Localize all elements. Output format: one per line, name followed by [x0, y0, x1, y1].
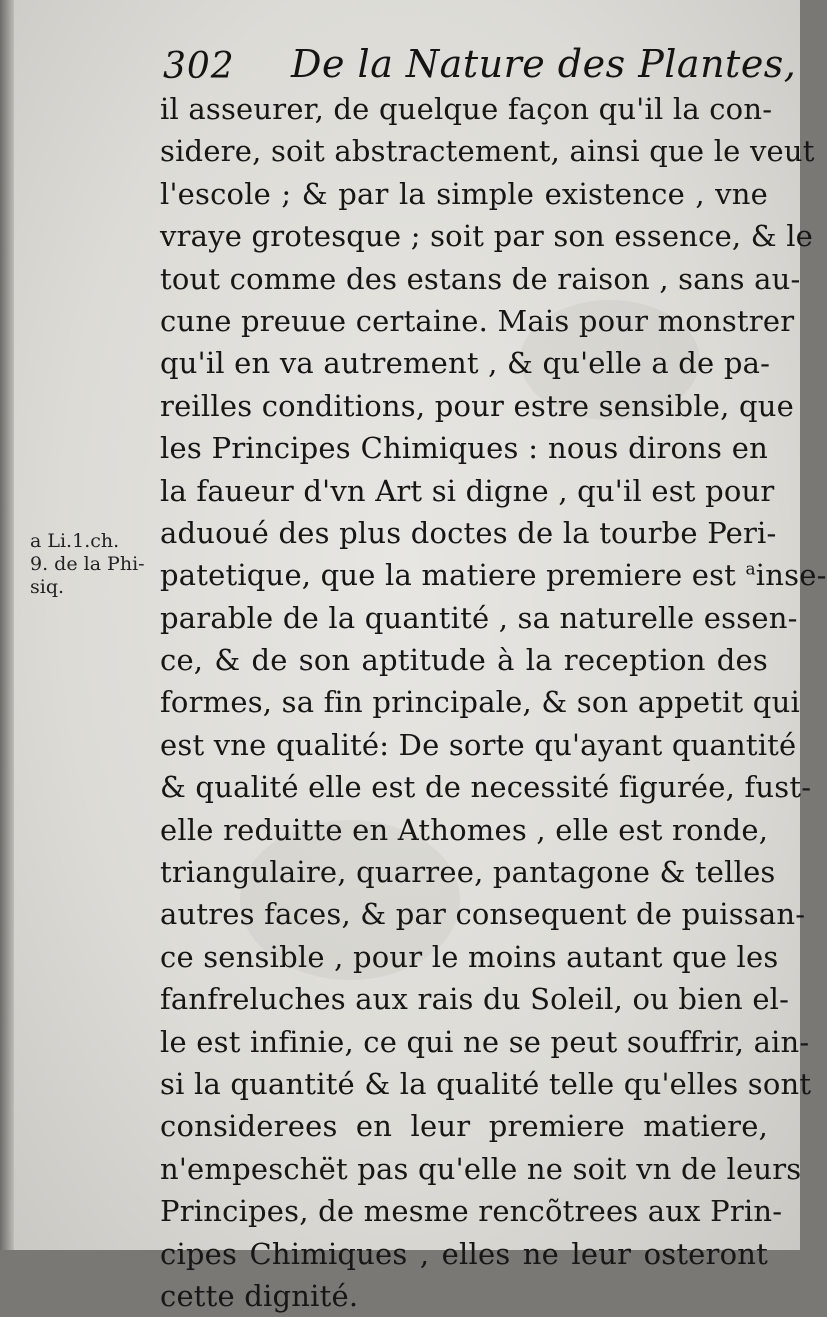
text-line: parable de la quantité , sa naturelle essen-	[160, 600, 798, 635]
text-line: & qualité elle est de necessité figurée, fust-	[160, 770, 812, 805]
text-line: cune preuue certaine. Mais pour monstrer	[160, 303, 795, 338]
text-line: est vne qualité: De sorte qu'ayant quantité	[160, 727, 797, 762]
page-number: 302	[163, 46, 235, 87]
text-line: n'empeschët pas qu'elle ne soit vn de leurs	[160, 1151, 802, 1186]
text-line: reilles conditions, pour estre sensible, que	[160, 388, 794, 423]
text-line: l'escole ; & par la simple existence , vne	[160, 176, 768, 211]
text-line: tout comme des estans de raison , sans au-	[160, 261, 801, 296]
text-line: si la quantité & la qualité telle qu'elles sont	[160, 1066, 812, 1101]
text-line-content: patetique, que la matiere premiere est	[160, 558, 737, 593]
text-line: autres faces, & par consequent de puissan-	[160, 897, 806, 932]
text-line: cipes Chimiques , elles ne leur osteront	[160, 1236, 768, 1271]
text-line: triangulaire, quarree, pantagone & telles	[160, 855, 776, 890]
text-line: la faueur d'vn Art si digne , qu'il est pour	[160, 473, 775, 508]
margin-note-line: siq.	[30, 576, 65, 598]
text-line: aduoué des plus doctes de la tourbe Peri-	[160, 515, 777, 550]
text-line-tail: inse-	[755, 558, 827, 593]
footnote-mark: a	[745, 559, 756, 580]
text-line	[160, 554, 827, 596]
text-line: le est infinie, ce qui ne se peut souffrir, ain-	[160, 1024, 810, 1059]
text-line: les Principes Chimiques : nous dirons en	[160, 431, 768, 466]
margin-note	[30, 530, 160, 599]
margin-note-line: a Li.1.ch.	[30, 530, 120, 552]
text-line: qu'il en va autrement , & qu'elle a de pa-	[160, 346, 771, 381]
text-line: fanfreluches aux rais du Soleil, ou bien el-	[160, 982, 790, 1017]
text-line: vraye grotesque ; soit par son essence, & le	[160, 219, 814, 254]
text-line: formes, sa fin principale, & son appetit qui	[160, 685, 800, 720]
text-line: Principes, de mesme rencõtrees aux Prin-	[160, 1194, 783, 1229]
text-line: elle reduitte en Athomes , elle est ronde,	[160, 812, 769, 847]
text-line: sidere, soit abstractement, ainsi que le veut	[160, 134, 815, 169]
text-line: cette dignité.	[160, 1278, 359, 1313]
running-title: De la Nature des Plantes,	[291, 42, 797, 86]
margin-note-line: 9. de la Phi-	[30, 553, 145, 575]
body-text	[160, 88, 827, 1317]
text-line: ce sensible , pour le moins autant que les	[160, 939, 779, 974]
book-spine-shadow	[0, 0, 14, 1250]
text-line: il asseurer, de quelque façon qu'il la con-	[160, 92, 773, 126]
text-line: considerees en leur premiere matiere,	[160, 1109, 768, 1144]
text-line: ce, & de son aptitude à la reception des	[160, 643, 768, 678]
